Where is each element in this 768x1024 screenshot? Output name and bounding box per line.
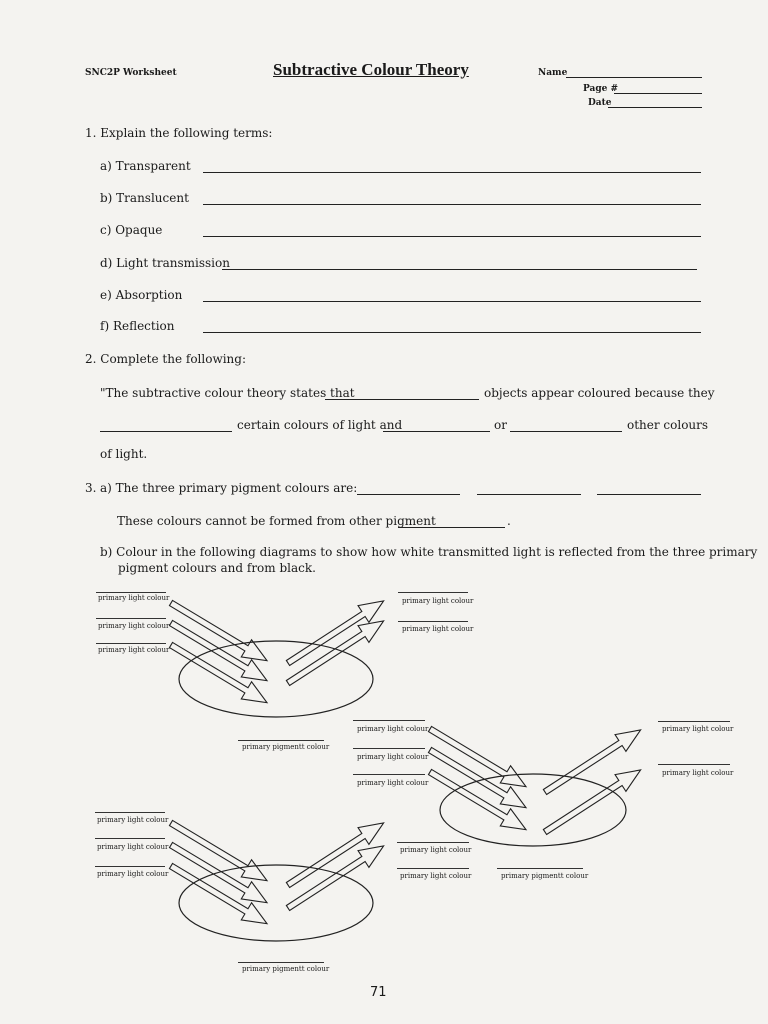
pigment-surface-1 [179, 641, 373, 717]
label-line [398, 592, 468, 593]
term-absorption: e) Absorption [100, 288, 183, 302]
q3b-prompt-line2: pigment colours and from black. [118, 561, 316, 575]
incoming-light-arrow [166, 857, 272, 932]
label-line [96, 592, 166, 593]
label-line [397, 842, 469, 843]
primary-light-label[interactable]: primary light colour [662, 725, 734, 733]
term-translucent: b) Translucent [100, 191, 189, 205]
primary-light-label[interactable]: primary light colour [97, 843, 169, 851]
primary-light-label[interactable]: primary light colour [357, 779, 429, 787]
label-line [398, 621, 468, 622]
primary-light-label[interactable]: primary light colour [98, 646, 170, 654]
primary-light-label[interactable]: primary light colour [98, 594, 170, 602]
label-line [96, 643, 166, 644]
page-title: Subtractive Colour Theory [273, 60, 469, 79]
primary-light-label[interactable]: primary light colour [400, 872, 472, 880]
primary-light-label[interactable]: primary light colour [402, 625, 474, 633]
page-number: 71 [370, 985, 387, 1000]
primary-light-label[interactable]: primary light colour [402, 597, 474, 605]
label-line [353, 720, 425, 721]
pigment-surface-2 [440, 774, 626, 846]
label-line [238, 962, 324, 963]
reflected-light-arrow [283, 593, 390, 672]
label-line [96, 618, 166, 619]
pigment-surface-3 [179, 865, 373, 941]
date-label: Date [588, 98, 612, 108]
primary-light-label[interactable]: primary light colour [662, 769, 734, 777]
q3a-prompt: a) The three primary pigment colours are: [100, 481, 358, 495]
term-reflection: f) Reflection [100, 319, 175, 333]
reflected-light-arrow [540, 762, 647, 841]
q1-prompt: 1. Explain the following terms: [85, 126, 273, 140]
primary-light-label[interactable]: primary light colour [98, 622, 170, 630]
label-line [95, 838, 165, 839]
term-opaque: c) Opaque [100, 223, 163, 237]
primary-pigment-label[interactable]: primary pigmentt colour [242, 743, 330, 751]
label-line [497, 868, 583, 869]
incoming-light-arrow [425, 720, 531, 795]
incoming-light-arrow [166, 836, 272, 911]
term-transparent: a) Transparent [100, 159, 191, 173]
q2-line2-mid: certain colours of light and [237, 418, 403, 432]
label-line [95, 866, 165, 867]
label-line [658, 721, 730, 722]
q2-line1-start: "The subtractive colour theory states that [100, 386, 355, 400]
label-line [238, 740, 324, 741]
label-line [397, 868, 469, 869]
primary-pigment-label[interactable]: primary pigmentt colour [242, 965, 330, 973]
q2-line1-end: objects appear coloured because they [484, 386, 715, 400]
primary-light-label[interactable]: primary light colour [400, 846, 472, 854]
term-light-transmission: d) Light transmission [100, 256, 230, 270]
label-line [658, 764, 730, 765]
label-line [353, 774, 425, 775]
q2-line2-or: or [494, 418, 507, 432]
q2-prompt: 2. Complete the following: [85, 352, 247, 366]
q3b-prompt-line1: b) Colour in the following diagrams to show how white transmitted light is reflected from the three primary [100, 545, 758, 559]
label-line [95, 812, 165, 813]
q2-line2-end: other colours [627, 418, 709, 432]
page-label: Page # [583, 84, 619, 94]
primary-light-label[interactable]: primary light colour [97, 870, 169, 878]
q2-line3: of light. [100, 447, 148, 461]
course-code: SNC2P Worksheet [85, 68, 177, 78]
q3-number: 3. [85, 481, 97, 495]
primary-light-label[interactable]: primary light colour [357, 753, 429, 761]
reflected-light-arrow [283, 815, 390, 894]
name-label: Name [538, 68, 568, 78]
incoming-light-arrow [166, 594, 272, 669]
label-line [353, 748, 425, 749]
primary-pigment-label[interactable]: primary pigmentt colour [501, 872, 589, 880]
q3a-note: These colours cannot be formed from other pigment [117, 514, 436, 528]
primary-light-label[interactable]: primary light colour [357, 725, 429, 733]
q3a-note-end: . [507, 514, 511, 528]
incoming-light-arrow [166, 614, 272, 689]
reflected-light-arrow [540, 722, 647, 801]
primary-light-label[interactable]: primary light colour [97, 816, 169, 824]
incoming-light-arrow [166, 814, 272, 889]
